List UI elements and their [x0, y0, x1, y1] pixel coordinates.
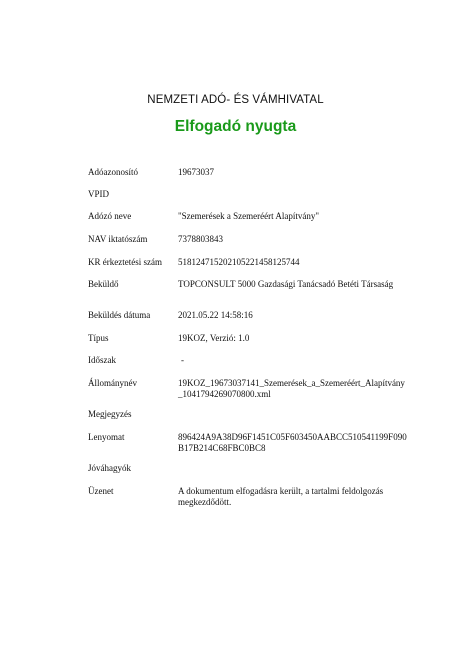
field-value: 19KOZ, Verzió: 1.0: [178, 333, 250, 343]
field-value: A dokumentum elfogadásra került, a tartalmi feldolgozás megkezdődött.: [178, 486, 384, 507]
field-label: Adóazonosító: [88, 167, 138, 177]
receipt-title: Elfogadó nyugta: [174, 118, 297, 135]
field-label: Állománynév: [88, 378, 137, 388]
field-label: Lenyomat: [88, 432, 125, 442]
field-label: Beküldés dátuma: [88, 310, 151, 320]
field-label: Jóváhagyók: [88, 463, 131, 473]
field-label: Beküldő: [88, 279, 119, 289]
field-value: 19673037: [178, 167, 214, 177]
field-value: "Szemerések a Szemeréért Alapítvány": [178, 211, 320, 221]
field-value: 896424A9A38D96F1451C05F603450AABCC510541199F090B17B214C68FBC0BC8: [178, 432, 407, 453]
field-label: Típus: [88, 333, 109, 343]
field-value: 2021.05.22 14:58:16: [178, 310, 253, 320]
field-value: 7378803843: [178, 234, 223, 244]
field-label: Üzenet: [88, 486, 114, 496]
field-label: Időszak: [88, 355, 116, 365]
field-value: -: [181, 355, 184, 365]
field-value: 19KOZ_19673037141_Szemerések_a_Szemeréért_Alapítvány_1041794269070800.xml: [178, 378, 405, 399]
field-label: Adózó neve: [88, 211, 132, 221]
field-label: NAV iktatószám: [88, 234, 148, 244]
field-value: TOPCONSULT 5000 Gazdasági Tanácsadó Betéti Társaság: [178, 279, 394, 289]
agency-name: NEMZETI ADÓ- ÉS VÁMHIVATAL: [147, 94, 324, 106]
field-value: 518124715202105221458125744: [178, 257, 300, 267]
field-label: VPID: [88, 189, 110, 199]
field-label: Megjegyzés: [88, 409, 132, 419]
field-label: KR érkeztetési szám: [88, 257, 162, 267]
